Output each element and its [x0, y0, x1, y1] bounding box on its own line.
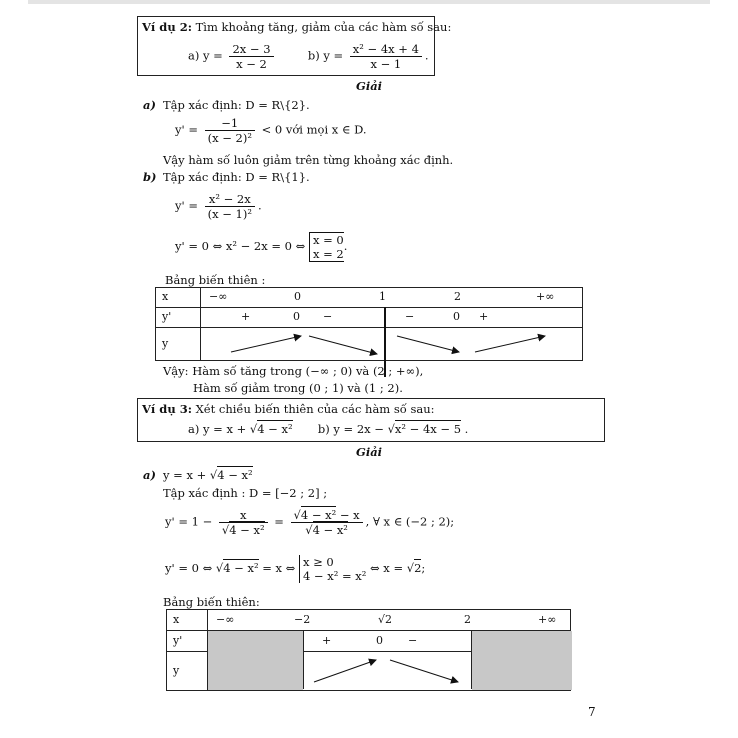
row-label-yprime: y': [173, 634, 183, 647]
variation-table-2: [166, 609, 571, 691]
example-3-title: Ví dụ 3: Xét chiều biến thiên của các hàm số sau:: [142, 402, 435, 416]
arrows-1: [201, 328, 583, 360]
sign: 0: [453, 310, 460, 323]
increasing-arrow: [475, 336, 545, 352]
row-label-x: x: [173, 613, 180, 626]
part-a-conclusion: Vậy hàm số luôn giảm trên từng khoảng xác định.: [163, 153, 454, 167]
sign: 0: [293, 310, 300, 323]
top-bar: [28, 0, 710, 4]
sign: 0: [376, 634, 383, 647]
x-value: +∞: [536, 290, 555, 303]
part-b-derivative: y' = $\frac{\text{x² − 2x}}{\text{(x − 1)²}}$ .: [175, 192, 262, 221]
x-value: −2: [294, 613, 311, 626]
part-a-derivative: y' = $\frac{-1}{\text{(x − 2)²}}$ < 0 với mọi x ∈ D.: [175, 116, 367, 145]
x-value: −∞: [209, 290, 228, 303]
conclusion-line-1: Vậy: Hàm số tăng trong (−∞ ; 0) và (2 ; +∞),: [163, 364, 424, 378]
row-label-y: y: [173, 664, 180, 677]
example-3-formulas: a) y = x + √4 − x² b) y = 2x − √x² − 4x − 5 .: [188, 422, 469, 436]
part-a3-label: a): [143, 468, 156, 482]
row-label-yprime: y': [162, 310, 172, 323]
row-label-x: x: [162, 290, 169, 303]
sign: +: [241, 310, 251, 323]
x-value: −∞: [216, 613, 235, 626]
decreasing-arrow: [390, 660, 458, 682]
variation-table-1: [155, 287, 583, 361]
part-b-equation: y' = 0 ⇔ x² − 2x = 0 ⇔ x = 0 x = 2 .: [175, 233, 348, 261]
part-a3-function: y = x + √4 − x²: [163, 468, 253, 482]
part-a3-domain: Tập xác định : D = [−2 ; 2] ;: [163, 486, 328, 500]
example-2-title: Ví dụ 2: Tìm khoảng tăng, giảm của các hàm số sau:: [142, 20, 452, 34]
solution-heading-2: Giải: [356, 445, 383, 459]
sign: −: [405, 310, 415, 323]
part-a3-derivative: y' = 1 − $\frac{x}{\text{√4 − x²}}$ = $\frac{\text{√4 − x² − x}}{\text{√4 − x²}}$ , ∀ x ∈ (−2 ; 2);: [165, 508, 455, 537]
sign: +: [322, 634, 332, 647]
x-value: 0: [294, 290, 301, 303]
table-1-title: Bảng biến thiên :: [165, 273, 266, 287]
decreasing-arrow: [397, 336, 459, 352]
conclusion-line-2: Hàm số giảm trong (0 ; 1) và (1 ; 2).: [193, 381, 403, 395]
part-b-domain: Tập xác định: D = R\{1}.: [163, 170, 310, 184]
row-label-y: y: [162, 337, 169, 350]
part-a3-equation: y' = 0 ⇔ √4 − x² = x ⇔ x ≥ 0 4 − x² = x² ⇔ x = √2;: [165, 555, 426, 583]
x-value: 2: [454, 290, 461, 303]
sign: +: [479, 310, 489, 323]
sign: −: [323, 310, 333, 323]
example-2-formulas: a) y = $\frac{2x - 3}{x - 2}$ b) y = $\frac{\text{x² − 4x + 4}}{x - 1}$ .: [188, 42, 429, 71]
part-a-label: a): [143, 98, 156, 112]
table-2-title: Bảng biến thiên:: [163, 595, 260, 609]
x-value: 2: [464, 613, 471, 626]
part-b-label: b): [143, 170, 157, 184]
x-value: +∞: [538, 613, 557, 626]
increasing-arrow: [314, 660, 376, 682]
decreasing-arrow: [309, 336, 377, 354]
sign: −: [408, 634, 418, 647]
part-a-domain: Tập xác định: D = R\{2}.: [163, 98, 310, 112]
increasing-arrow: [231, 336, 301, 352]
solution-heading: Giải: [356, 79, 383, 93]
arrows-2: [208, 652, 572, 690]
page-number: 7: [588, 705, 596, 719]
x-value: √2: [378, 613, 393, 626]
x-value: 1: [379, 290, 386, 303]
